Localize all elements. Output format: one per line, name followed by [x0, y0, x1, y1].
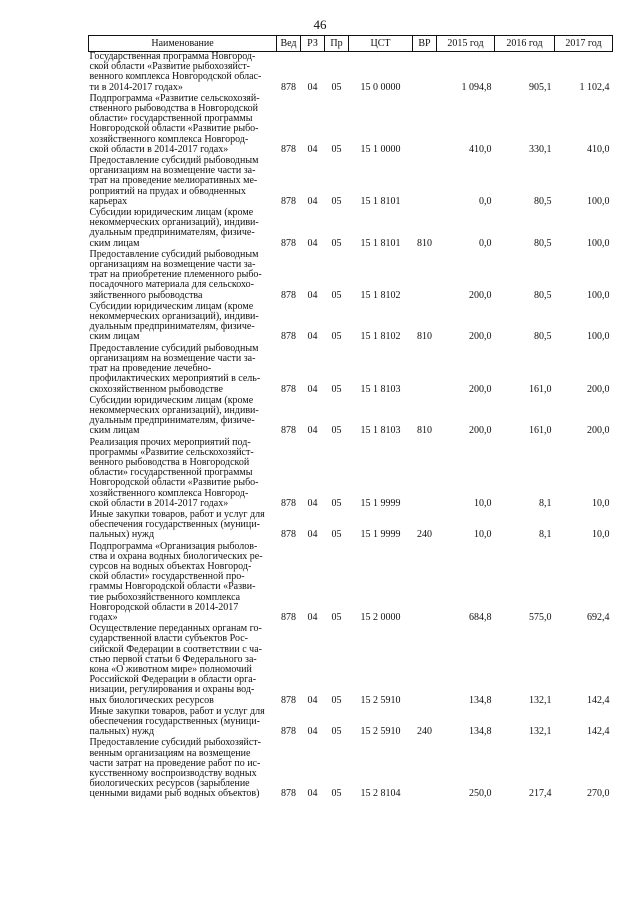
table-body [89, 52, 613, 801]
name-line: Предоставление субсидий рыбоводным [89, 248, 259, 260]
cell-ved: 878 [281, 529, 296, 541]
name-line: Новгородской области «Развитие рыбо- [89, 123, 259, 135]
cell-cst: 15 1 0000 [360, 143, 401, 155]
cell-name [89, 624, 277, 707]
cell-ved: 878 [281, 694, 296, 706]
table-row [89, 208, 613, 250]
cell-2017: 100,0 [587, 289, 610, 301]
cell-cst: 15 2 8104 [360, 788, 401, 800]
name-line: Предоставление субсидий рыбоводным [89, 342, 259, 354]
name-line: биологических ресурсов (зарыбление [89, 778, 250, 790]
name-line: организациям на возмещение части за- [89, 352, 256, 364]
cell-cst: 15 1 9999 [360, 529, 401, 541]
cell-2015: 0,0 [479, 195, 492, 207]
name-line: профилактических мероприятий в сель- [89, 373, 261, 385]
cell-name [89, 396, 277, 438]
cell-2015: 200,0 [469, 289, 492, 301]
cell-2016: 161,0 [529, 425, 552, 437]
name-line: ским лицам [89, 237, 140, 249]
name-line: Государственная программа Новгород- [89, 51, 256, 62]
cell-cst: 15 1 8102 [360, 331, 401, 343]
name-line: сийской Федерации в соответствии с ча- [89, 643, 262, 655]
cell-pr: 05 [331, 611, 342, 623]
name-line: трат на проведение мелиоративных ме- [89, 175, 258, 187]
name-line: пальных) нужд [89, 529, 155, 541]
name-line: ства и охрана водных биологических ре- [89, 550, 263, 562]
cell-cst: 15 2 0000 [360, 611, 401, 623]
cell-name [89, 510, 277, 542]
cell-2016: 330,1 [529, 143, 552, 155]
name-line: Предоставление субсидий рыбоводным [89, 155, 259, 167]
name-line: граммы Новгородской области «Разви- [89, 581, 256, 593]
name-line: некоммерческих организаций), индиви- [89, 217, 259, 229]
budget-table [88, 35, 613, 801]
cell-2017: 692,4 [587, 611, 610, 623]
cell-pr: 05 [331, 237, 342, 249]
cell-vr: 240 [417, 529, 432, 541]
name-line: кона «О животном мире» полномочий [89, 663, 252, 675]
name-line: низации, регулирования и охраны вод- [89, 684, 255, 696]
cell-2017: 200,0 [587, 383, 610, 395]
name-line: Иные закупки товаров, работ и услуг для [89, 508, 265, 520]
cell-cst: 15 1 8102 [360, 289, 401, 301]
name-line: Подпрограмма «Развитие сельскохозяй- [89, 92, 260, 104]
name-line: Подпрограмма «Организация рыболов- [89, 540, 258, 552]
name-line: посадочного материала для сельскохо- [89, 279, 254, 291]
name-line: стью первой статьи 6 Федерального за- [89, 653, 257, 665]
cell-pr: 05 [331, 331, 342, 343]
cell-pr: 05 [331, 289, 342, 301]
col-header-2017: 2017 год [555, 36, 613, 52]
cell-2015: 200,0 [469, 425, 492, 437]
cell-rz: 04 [307, 383, 318, 395]
cell-ved: 878 [281, 195, 296, 207]
cell-ved: 878 [281, 331, 296, 343]
cell-2016: 161,0 [529, 383, 552, 395]
name-line: венного рыбоводства в Новгородской [89, 456, 250, 468]
cell-pr: 05 [331, 425, 342, 437]
cell-pr: 05 [331, 81, 342, 93]
col-header-cst: ЦСТ [349, 36, 413, 52]
name-line: венным организациям на возмещение [89, 747, 251, 759]
name-line: ской области «Развитие рыбохозяйст- [89, 61, 250, 73]
cell-2017: 10,0 [592, 497, 610, 509]
cell-vr [413, 624, 437, 707]
cell-pr: 05 [331, 497, 342, 509]
name-line: ценными видами рыб водных объектов) [89, 788, 260, 800]
name-line: дуальным предпринимателям, физиче- [89, 227, 255, 239]
cell-ved: 878 [281, 425, 296, 437]
cell-vr [413, 738, 437, 800]
cell-vr [413, 156, 437, 208]
cell-2016: 905,1 [529, 81, 552, 93]
cell-name [89, 52, 277, 94]
table-row [89, 707, 613, 739]
cell-2017: 410,0 [587, 143, 610, 155]
name-line: области» государственной программы [89, 113, 253, 125]
cell-2015: 0,0 [479, 237, 492, 249]
name-line: части затрат на проведение работ по ис- [89, 757, 261, 769]
cell-rz: 04 [307, 726, 318, 738]
name-line: программы «Развитие сельскохозяйст- [89, 446, 254, 458]
name-line: Субсидии юридическим лицам (кроме [89, 300, 254, 312]
cell-rz: 04 [307, 694, 318, 706]
cell-rz: 04 [307, 788, 318, 800]
cell-name [89, 738, 277, 800]
cell-ved: 878 [281, 788, 296, 800]
cell-vr [413, 438, 437, 510]
name-line: Осуществление переданных органам го- [89, 623, 262, 635]
table-row [89, 156, 613, 208]
name-line: трат на проведение лечебно- [89, 363, 212, 375]
cell-rz: 04 [307, 237, 318, 249]
name-line: ским лицам [89, 331, 140, 343]
cell-vr [413, 344, 437, 396]
name-line: дуальным предпринимателям, физиче- [89, 415, 255, 427]
name-line: Субсидии юридическим лицам (кроме [89, 207, 254, 219]
name-line: хозяйственного комплекса Новгород- [89, 487, 249, 499]
table-row [89, 438, 613, 510]
cell-2016: 80,5 [534, 195, 552, 207]
name-line: организациям на возмещение части за- [89, 259, 256, 271]
col-header-2015: 2015 год [437, 36, 495, 52]
cell-2015: 134,8 [469, 694, 492, 706]
table-row [89, 344, 613, 396]
cell-vr [413, 52, 437, 94]
cell-name [89, 156, 277, 208]
cell-2017: 142,4 [587, 726, 610, 738]
cell-pr: 05 [331, 788, 342, 800]
cell-ved: 878 [281, 143, 296, 155]
name-line: зяйственного рыбоводства [89, 289, 203, 301]
cell-name [89, 542, 277, 625]
cell-2017: 100,0 [587, 331, 610, 343]
col-header-name: Наименование [89, 36, 277, 52]
cell-vr [413, 250, 437, 302]
cell-name [89, 438, 277, 510]
cell-vr: 810 [417, 237, 432, 249]
col-header-pr: Пр [325, 36, 349, 52]
cell-2017: 142,4 [587, 694, 610, 706]
cell-ved: 878 [281, 726, 296, 738]
cell-name [89, 302, 277, 344]
name-line: ским лицам [89, 425, 140, 437]
table-row [89, 250, 613, 302]
name-line: хозяйственного комплекса Новгород- [89, 133, 249, 145]
name-line: Субсидии юридическим лицам (кроме [89, 394, 254, 406]
col-header-ved: Вед [277, 36, 301, 52]
cell-2016: 80,5 [534, 331, 552, 343]
name-line: ской области в 2014-2017 годах» [89, 143, 229, 155]
name-line: кусственному воспроизводству водных [89, 768, 257, 780]
name-line: обеспечения государственных (муници- [89, 716, 260, 727]
cell-2016: 217,4 [529, 788, 552, 800]
name-line: Реализация прочих мероприятий под- [89, 436, 251, 448]
cell-pr: 05 [331, 694, 342, 706]
cell-vr: 810 [417, 425, 432, 437]
cell-2015: 200,0 [469, 383, 492, 395]
cell-pr: 05 [331, 143, 342, 155]
name-line: некоммерческих организаций), индиви- [89, 404, 259, 416]
table-row [89, 396, 613, 438]
cell-rz: 04 [307, 529, 318, 541]
cell-2015: 684,8 [469, 611, 492, 623]
name-line: ти в 2014-2017 годах» [89, 81, 183, 93]
cell-ved: 878 [281, 611, 296, 623]
cell-rz: 04 [307, 289, 318, 301]
name-line: пальных) нужд [89, 726, 155, 738]
table-row [89, 542, 613, 625]
name-line: ской области» государственной про- [89, 571, 245, 583]
cell-cst: 15 1 8101 [360, 237, 401, 249]
name-line: сурсов на водных объектах Новгород- [89, 560, 252, 572]
cell-pr: 05 [331, 383, 342, 395]
cell-pr: 05 [331, 726, 342, 738]
name-line: венного комплекса Новгородской облас- [89, 71, 262, 83]
cell-ved: 878 [281, 237, 296, 249]
table-row [89, 738, 613, 800]
name-line: скохозяйственном рыбоводстве [89, 383, 223, 395]
cell-2015: 410,0 [469, 143, 492, 155]
col-header-vr: ВР [413, 36, 437, 52]
cell-2016: 8,1 [539, 529, 552, 541]
name-line: Российской Федерации в области орга- [89, 674, 257, 686]
col-header-rz: РЗ [301, 36, 325, 52]
table-row [89, 624, 613, 707]
table-row [89, 52, 613, 94]
cell-rz: 04 [307, 195, 318, 207]
cell-cst: 15 2 5910 [360, 726, 401, 738]
cell-rz: 04 [307, 497, 318, 509]
cell-cst: 15 0 0000 [360, 81, 401, 93]
name-line: обеспечения государственных (муници- [89, 519, 260, 531]
cell-rz: 04 [307, 425, 318, 437]
cell-2015: 10,0 [474, 497, 492, 509]
cell-ved: 878 [281, 497, 296, 509]
name-line: дуальным предпринимателям, физиче- [89, 321, 255, 333]
cell-name [89, 94, 277, 156]
page-number: 46 [313, 17, 327, 32]
cell-ved: 878 [281, 383, 296, 395]
cell-cst: 15 1 8101 [360, 195, 401, 207]
cell-rz: 04 [307, 143, 318, 155]
cell-2015: 10,0 [474, 529, 492, 541]
table-row [89, 510, 613, 542]
cell-name [89, 250, 277, 302]
cell-2017: 100,0 [587, 195, 610, 207]
cell-pr: 05 [331, 529, 342, 541]
name-line: области» государственной программы [89, 467, 253, 479]
cell-2016: 80,5 [534, 289, 552, 301]
name-line: Предоставление субсидий рыбохозяйст- [89, 737, 261, 749]
cell-rz: 04 [307, 331, 318, 343]
cell-2016: 575,0 [529, 611, 552, 623]
cell-2016: 132,1 [529, 694, 552, 706]
cell-rz: 04 [307, 81, 318, 93]
cell-2017: 10,0 [592, 529, 610, 541]
cell-2015: 134,8 [469, 726, 492, 738]
cell-cst: 15 2 5910 [360, 694, 401, 706]
cell-pr: 05 [331, 195, 342, 207]
cell-2015: 200,0 [469, 331, 492, 343]
name-line: карьерах [89, 195, 128, 207]
name-line: трат на приобретение племенного рыбо- [89, 269, 262, 281]
cell-2015: 1 094,8 [461, 81, 492, 93]
name-line: организациям на возмещение части за- [89, 165, 256, 177]
cell-2017: 1 102,4 [579, 81, 610, 93]
col-header-2016: 2016 год [495, 36, 555, 52]
name-line: Новгородской области «Развитие рыбо- [89, 477, 259, 489]
cell-2016: 132,1 [529, 726, 552, 738]
name-line: роприятий на прудах и обводненных [89, 185, 246, 197]
cell-name [89, 707, 277, 739]
cell-name [89, 208, 277, 250]
table-row [89, 302, 613, 344]
cell-2017: 100,0 [587, 237, 610, 249]
name-line: некоммерческих организаций), индиви- [89, 311, 259, 323]
name-line: сударственной власти субъектов Рос- [89, 633, 248, 645]
name-line: ской области в 2014-2017 годах» [89, 497, 229, 509]
cell-vr: 240 [417, 726, 432, 738]
cell-2017: 270,0 [587, 788, 610, 800]
cell-cst: 15 1 8103 [360, 425, 401, 437]
name-line: ственного рыбоводства в Новгородской [89, 103, 259, 115]
cell-cst: 15 1 9999 [360, 497, 401, 509]
cell-ved: 878 [281, 81, 296, 93]
name-line: ных биологических ресурсов [89, 694, 214, 706]
name-line: годах» [89, 611, 118, 623]
name-line: Иные закупки товаров, работ и услуг для [89, 705, 265, 717]
cell-vr: 810 [417, 331, 432, 343]
table-row [89, 94, 613, 156]
cell-name [89, 344, 277, 396]
cell-vr [413, 94, 437, 156]
cell-2017: 200,0 [587, 425, 610, 437]
cell-rz: 04 [307, 611, 318, 623]
cell-2016: 80,5 [534, 237, 552, 249]
cell-2015: 250,0 [469, 788, 492, 800]
name-line: Новгородской области в 2014-2017 [89, 601, 239, 613]
cell-cst: 15 1 8103 [360, 383, 401, 395]
cell-2016: 8,1 [539, 497, 552, 509]
table-header-row [89, 36, 613, 52]
cell-ved: 878 [281, 289, 296, 301]
cell-vr [413, 542, 437, 625]
name-line: тие рыбохозяйственного комплекса [89, 591, 241, 603]
